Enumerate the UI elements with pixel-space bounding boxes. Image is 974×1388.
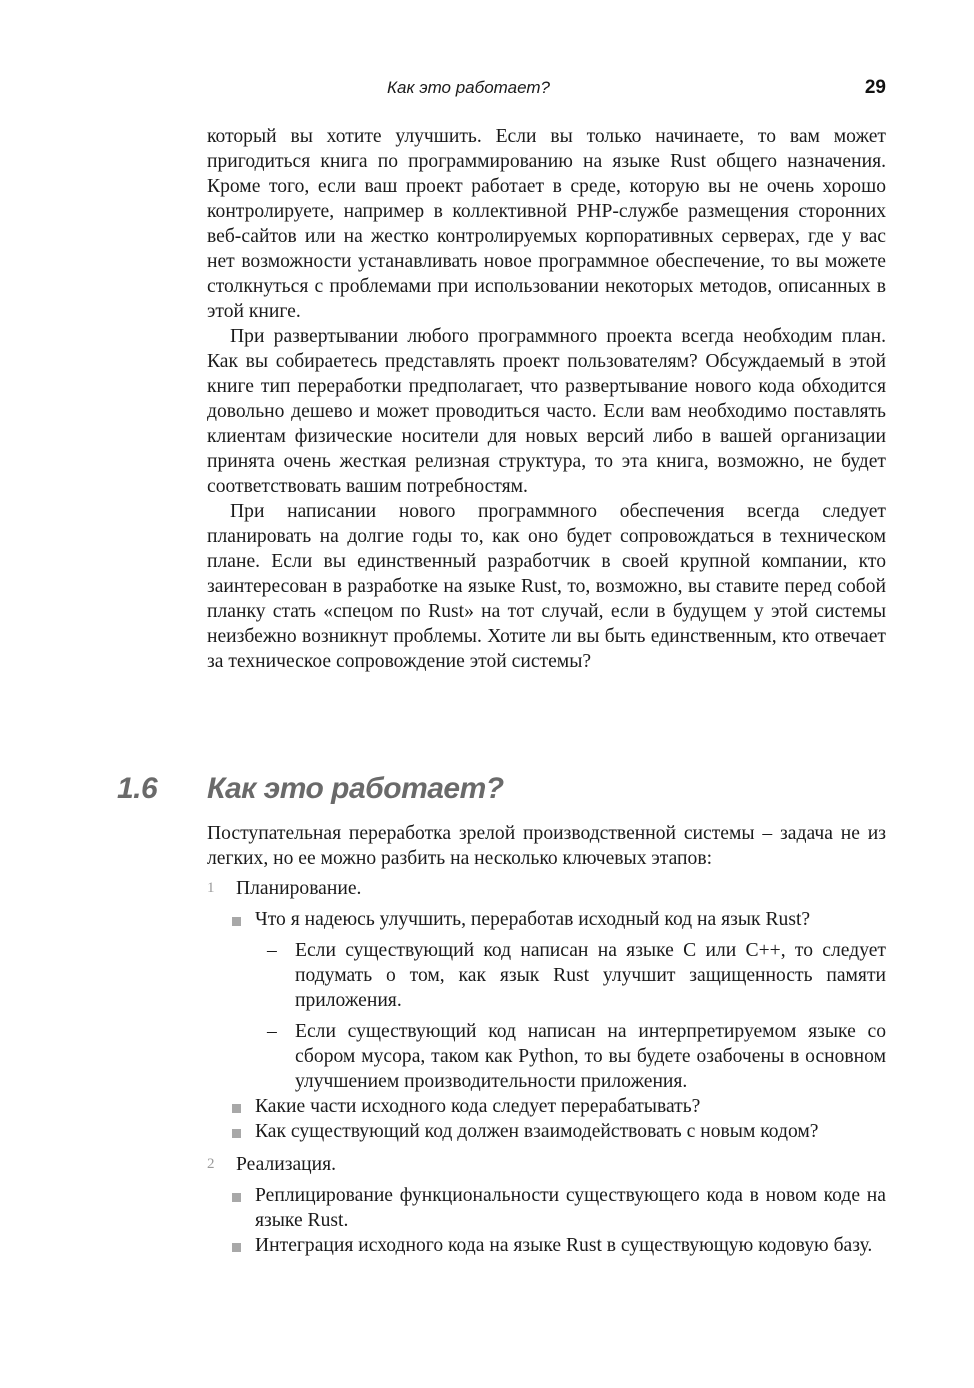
running-head-title: Как это работает? — [387, 78, 550, 97]
square-bullet-icon — [232, 1243, 241, 1252]
paragraph: При написании нового программного обеспечения всегда следует планировать на долгие годы то, как оно будет сопровождаться в техническом плане. Если вы единственный разработчик в своей крупной компании, кто заинтересован в разработке на языке Rust, то, возможно, вы ставите перед собой планку стать «спецом по Rust» на тот случай, если в будущем у этой системы неизбежно возникнут проблемы. Хотите ли вы быть единственным, кто отвечает за техническое сопровождение этой системы? — [207, 501, 886, 672]
step-number: 1 — [207, 880, 215, 896]
bullet-item: Как существующий код должен взаимодействовать с новым кодом? — [207, 1119, 886, 1144]
dash-item: – Если существующий код написан на интерпретируемом языке со сбором мусора, таком как Python, то вы будете озабочены в основном улучшением производительности приложения. — [267, 1021, 886, 1092]
dash-bullet-icon: – — [267, 1021, 277, 1042]
intro-text — [207, 124, 886, 674]
step-item — [207, 1152, 886, 1177]
step-label: Реализация. — [236, 1154, 337, 1175]
square-bullet-icon — [232, 917, 241, 926]
bullet-item: Интеграция исходного кода на языке Rust в существующую кодовую базу. — [207, 1233, 886, 1258]
step-number: 2 — [207, 1156, 215, 1172]
bullet-list — [207, 1183, 886, 1258]
steps-list — [207, 876, 886, 1258]
paragraph: Поступательная переработка зрелой производственной системы – задача не из легких, но ее можно разбить на несколько ключевых этапов: — [207, 823, 886, 869]
dash-item: – Если существующий код написан на языке C или C++, то следует подумать о том, как язык Rust улучшит защищенность памяти приложения. — [267, 940, 886, 1011]
dash-bullet-icon: – — [267, 940, 277, 961]
bullet-item: Реплицирование функциональности существующего кода в новом коде на языке Rust. — [207, 1183, 886, 1233]
paragraph: который вы хотите улучшить. Если вы только начинаете, то вам может пригодиться книга по программированию на языке Rust общего назначения. Кроме того, если ваш проект работает в среде, которую вы не очень хорошо контролируете, например в коллективной PHP-службе размещения сторонних веб-сайтов или на жестко контролируемых корпоративных серверах, где у вас нет возможности устанавливать новое программное обеспечение, то вы можете столкнуться с проблемами при использовании некоторых методов, описанных в этой книге. — [207, 126, 886, 322]
section-lead — [207, 821, 886, 871]
section-title: Как это работает? — [207, 772, 504, 805]
bullet-item: Какие части исходного кода следует перерабатывать? — [207, 1094, 886, 1119]
square-bullet-icon — [232, 1104, 241, 1113]
square-bullet-icon — [232, 1193, 241, 1202]
bullet-item: Что я надеюсь улучшить, переработав исходный код на язык Rust? — [207, 907, 886, 932]
step-label: Планирование. — [236, 878, 362, 899]
paragraph: При развертывании любого программного проекта всегда необходим план. Как вы собираетесь представлять проект пользователям? Обсуждаемый в этой книге тип переработки предполагает, что развертывание нового кода обходится довольно дешево и может проводиться часто. Если вам необходимо поставлять клиентам физические носители для новых версий либо в вашей организации принята очень жесткая релизная структура, то эта книга, возможно, не будет соответствовать вашим потребностям. — [207, 326, 886, 497]
bullet-list — [207, 907, 886, 1144]
section-number: 1.6 — [117, 772, 158, 805]
square-bullet-icon — [232, 1129, 241, 1138]
page-number: 29 — [864, 77, 886, 98]
step-item — [207, 876, 886, 901]
section-heading — [117, 772, 504, 806]
